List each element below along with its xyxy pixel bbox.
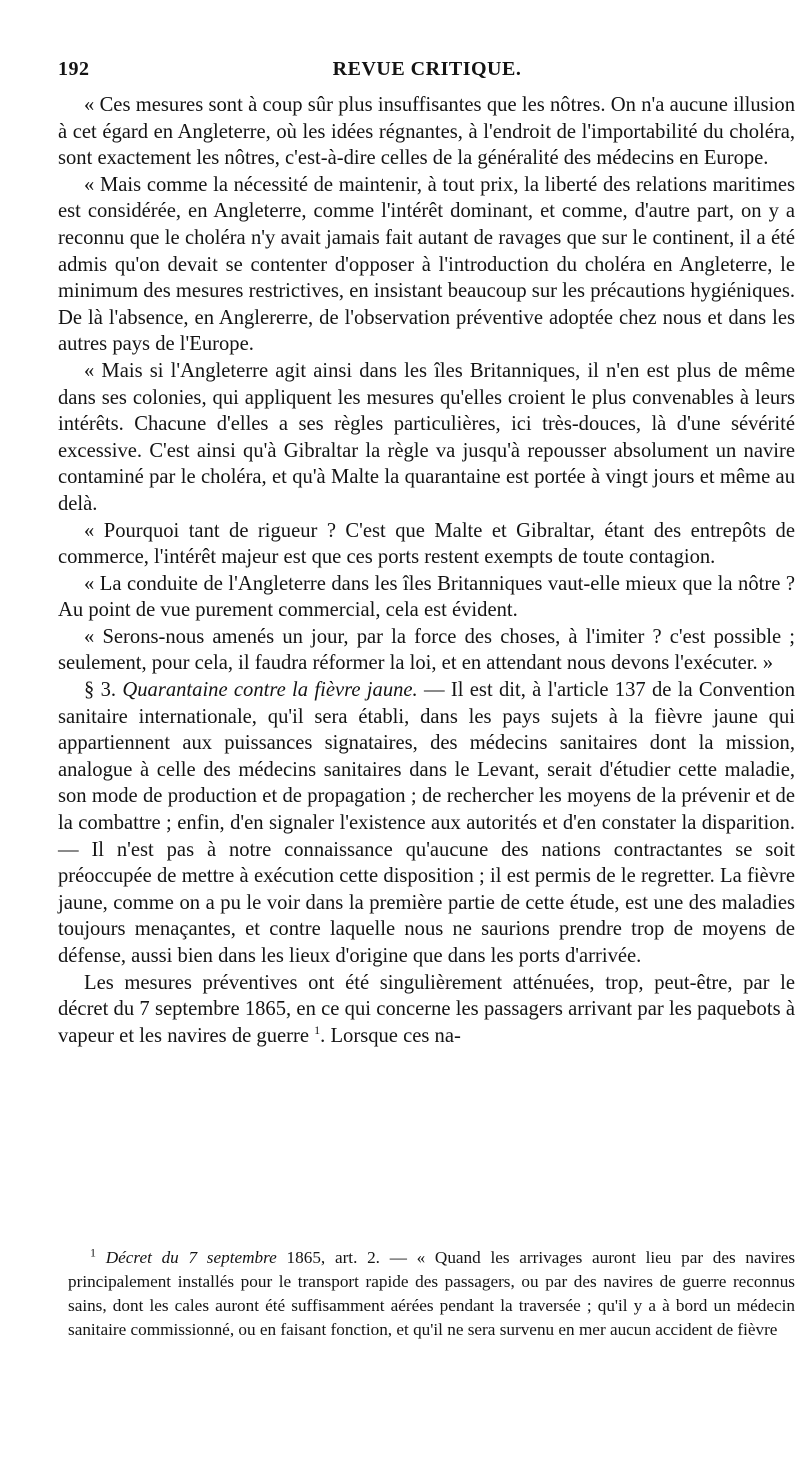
paragraph-last-tail: . Lorsque ces na- [320,1024,461,1047]
section-text: — Il est dit, à l'article 137 de la Convention sanitaire internationale, qu'il sera établi, dans les pays sujets à la fièvre jaune qui appartiennent aux puissances signataires, des médecins sanitaires dont la mission, analogue à celle des médecins sanitaires dans le Levant, serait d'étudier cette maladie, son mode de production et de propagation ; de rechercher les moyens de la prévenir et de la combattre ; enfin, d'en signaler l'existence aux autorités et d'en constater la disparition. — Il n'est pas à notre connaissance qu'aucune des nations contractantes se soit préoccupée de mettre à exécution cette disposition ; il est permis de le regretter. La fièvre jaune, comme on a pu le voir dans la première partie de cette étude, est une des maladies toujours menaçantes, et contre laquelle nous ne saurions prendre trop de moyens de défense, aussi bien dans les lieux d'origine que dans les ports d'arrivée. [58,679,795,967]
paragraph-5: « La conduite de l'Angleterre dans les îles Britanniques vaut-elle mieux que la nôtre ? Au point de vue purement commercial, cela est évident. [58,572,795,622]
paragraph-4: « Pourquoi tant de rigueur ? C'est que Malte et Gibraltar, étant des entrepôts de commerce, l'intérêt majeur est que ces ports restent exempts de toute contagion. [58,519,795,569]
paragraph-2: « Mais comme la nécessité de maintenir, à tout prix, la liberté des relations maritimes est considérée, en Angleterre, comme l'intérêt dominant, et comme, d'autre part, on y a reconnu que le choléra n'y avait jamais fait autant de ravages que sur le continent, il a été admis qu'on devait se contenter d'opposer à l'introduction du choléra en Angleterre, le minimum des mesures restrictives, en insistant beaucoup sur les précautions hygiéniques. De là l'absence, en Anglererre, de l'observation préventive adoptée chez nous et dans les autres pays de l'Europe. [58,173,795,356]
footnote-marker: 1 [90,1245,96,1260]
paragraph-last-text: Les mesures préventives ont été singulièrement atténuées, trop, peut-être, par le décret du 7 septembre 1865, en ce qui concerne les passagers arrivant par les paquebots à vapeur et les navires de guerre [58,971,795,1047]
page-header [58,54,796,84]
paragraph-6: « Serons-nous amenés un jour, par la force des choses, à l'imiter ? c'est possible ; seulement, pour cela, il faudra réformer la loi, et en attendant nous devons l'exécuter. » [58,625,795,675]
footnote [68,1246,795,1342]
paragraph-last [58,970,795,1050]
section-title: Quarantaine contre la fièvre jaune. [122,679,418,702]
body-text [58,92,795,1049]
paragraph-1: « Ces mesures sont à coup sûr plus insuffisantes que les nôtres. On n'a aucune illusion à cet égard en Angleterre, où les idées régnantes, à l'endroit de l'importabilité du choléra, sont exactement les nôtres, c'est-à-dire celles de la généralité des médecins en Europe. [58,94,795,170]
footnote-title: Décret du 7 septembre [105,1248,277,1267]
page-number: 192 [58,58,90,80]
running-title: REVUE CRITIQUE. [332,58,522,80]
footnote-reference[interactable]: 1 [314,1022,321,1037]
section-3-paragraph [58,677,795,970]
footnote-paragraph [68,1246,795,1342]
section-number: § 3. [84,679,117,702]
paragraph-3: « Mais si l'Angleterre agit ainsi dans les îles Britanniques, il n'en est plus de même dans ses colonies, qui appliquent les mesures qu'elles croient le plus convenables à leurs intérêts. Chacune d'elles a ses règles particulières, ici très-douces, là d'une sévérité excessive. C'est ainsi qu'à Gibraltar la règle va jusqu'à repousser absolument un navire contaminé par le choléra, et qu'à Malte la quarantaine est portée à vingt jours et même au delà. [58,359,795,515]
footnote-text: 1865, art. 2. — « Quand les arrivages auront lieu par des navires principalement installés pour le transport rapide des passagers, ou par des navires de guerre reconnus sains, dont les cales auront été suffisamment aérées pendant la traversée ; qu'il y a à bord un médecin sanitaire commissionné, ou en faisant fonction, et qu'il ne sera survenu en mer aucun accident de fièvre [68,1248,796,1339]
